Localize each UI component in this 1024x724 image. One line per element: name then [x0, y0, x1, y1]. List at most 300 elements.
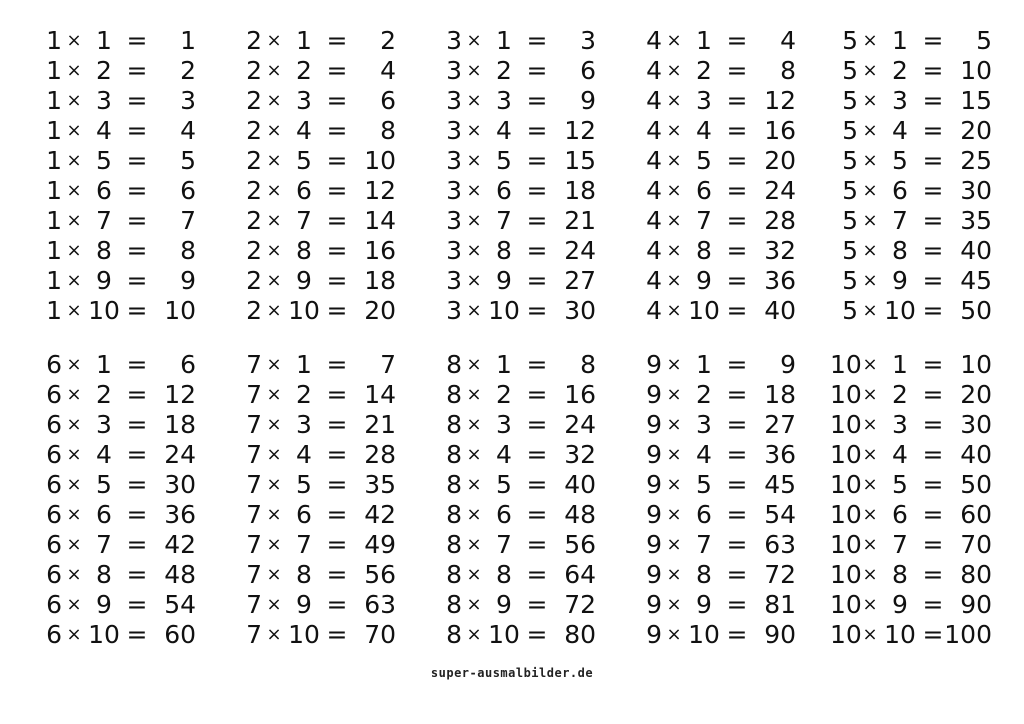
times-sign: ×: [862, 564, 878, 585]
factor-a: 1: [46, 176, 62, 205]
times-sign: ×: [666, 624, 682, 645]
times-sign: ×: [66, 300, 82, 321]
times-sign: ×: [862, 240, 878, 261]
times-sign: ×: [466, 240, 482, 261]
factor-b: 9: [696, 266, 712, 295]
equation-row: [434, 470, 594, 500]
equation-row: [830, 560, 990, 590]
equation-row: [34, 380, 194, 410]
factor-b: 9: [96, 266, 112, 295]
factor-b: 4: [496, 440, 512, 469]
factor-a: 3: [446, 296, 462, 325]
factor-b: 3: [96, 410, 112, 439]
factor-b: 4: [296, 440, 312, 469]
equals-sign: =: [126, 56, 148, 85]
equation-row: [634, 146, 794, 176]
factor-a: 10: [830, 410, 862, 439]
times-sign: ×: [266, 180, 282, 201]
factor-b: 4: [892, 440, 908, 469]
factor-a: 8: [446, 410, 462, 439]
factor-b: 5: [696, 470, 712, 499]
equals-sign: =: [326, 530, 348, 559]
factor-a: 10: [830, 530, 862, 559]
equation-row: [830, 206, 990, 236]
times-sign: ×: [466, 300, 482, 321]
factor-b: 5: [892, 146, 908, 175]
equation-row: [634, 560, 794, 590]
times-sign: ×: [66, 240, 82, 261]
equals-sign: =: [922, 470, 944, 499]
equation-row: [434, 410, 594, 440]
product: 80: [564, 620, 596, 649]
times-sign: ×: [666, 564, 682, 585]
equation-row: [634, 86, 794, 116]
factor-b: 4: [96, 440, 112, 469]
equation-row: [234, 470, 394, 500]
factor-a: 3: [446, 236, 462, 265]
factor-a: 2: [246, 206, 262, 235]
equals-sign: =: [526, 410, 548, 439]
equation-row: [34, 410, 194, 440]
equals-sign: =: [126, 440, 148, 469]
equation-row: [434, 560, 594, 590]
equals-sign: =: [326, 146, 348, 175]
factor-b: 10: [288, 296, 320, 325]
product: 7: [180, 206, 196, 235]
factor-a: 6: [46, 620, 62, 649]
product: 16: [564, 380, 596, 409]
times-sign: ×: [862, 270, 878, 291]
equals-sign: =: [326, 236, 348, 265]
equation-row: [434, 86, 594, 116]
factor-b: 2: [696, 56, 712, 85]
factor-a: 3: [446, 116, 462, 145]
equation-row: [434, 296, 594, 326]
equals-sign: =: [526, 530, 548, 559]
times-sign: ×: [66, 624, 82, 645]
product: 40: [960, 236, 992, 265]
product: 16: [764, 116, 796, 145]
equals-sign: =: [726, 500, 748, 529]
times-sign: ×: [466, 210, 482, 231]
equation-row: [234, 620, 394, 650]
factor-a: 3: [446, 176, 462, 205]
equals-sign: =: [922, 236, 944, 265]
factor-a: 9: [646, 380, 662, 409]
product: 32: [564, 440, 596, 469]
factor-a: 4: [646, 56, 662, 85]
factor-a: 7: [246, 410, 262, 439]
equation-row: [34, 236, 194, 266]
equation-row: [830, 266, 990, 296]
times-sign: ×: [466, 624, 482, 645]
equals-sign: =: [126, 116, 148, 145]
factor-a: 1: [46, 236, 62, 265]
product: 49: [364, 530, 396, 559]
equals-sign: =: [126, 410, 148, 439]
product: 18: [364, 266, 396, 295]
equals-sign: =: [526, 590, 548, 619]
equation-row: [434, 530, 594, 560]
product: 28: [764, 206, 796, 235]
equals-sign: =: [922, 176, 944, 205]
times-sign: ×: [862, 534, 878, 555]
equation-row: [234, 86, 394, 116]
factor-a: 1: [46, 26, 62, 55]
times-sign: ×: [66, 30, 82, 51]
factor-a: 3: [446, 56, 462, 85]
times-sign: ×: [66, 384, 82, 405]
factor-b: 9: [892, 266, 908, 295]
factor-b: 1: [296, 350, 312, 379]
factor-b: 8: [892, 236, 908, 265]
equation-row: [234, 350, 394, 380]
times-sign: ×: [666, 120, 682, 141]
times-sign: ×: [66, 180, 82, 201]
product: 30: [960, 176, 992, 205]
equation-row: [634, 236, 794, 266]
equals-sign: =: [726, 470, 748, 499]
factor-b: 10: [88, 620, 120, 649]
factor-a: 5: [842, 236, 858, 265]
equation-row: [234, 590, 394, 620]
equation-row: [234, 56, 394, 86]
product: 90: [960, 590, 992, 619]
product: 24: [764, 176, 796, 205]
factor-b: 2: [296, 380, 312, 409]
times-sign: ×: [466, 354, 482, 375]
product: 20: [364, 296, 396, 325]
equals-sign: =: [922, 26, 944, 55]
equation-row: [34, 620, 194, 650]
equation-row: [34, 266, 194, 296]
equation-row: [830, 86, 990, 116]
factor-a: 9: [646, 590, 662, 619]
factor-b: 10: [884, 296, 916, 325]
equals-sign: =: [126, 470, 148, 499]
factor-b: 2: [696, 380, 712, 409]
factor-a: 5: [842, 296, 858, 325]
equals-sign: =: [922, 350, 944, 379]
product: 80: [960, 560, 992, 589]
product: 56: [564, 530, 596, 559]
product: 5: [180, 146, 196, 175]
product: 36: [164, 500, 196, 529]
factor-b: 6: [892, 176, 908, 205]
times-sign: ×: [66, 90, 82, 111]
equals-sign: =: [526, 470, 548, 499]
product: 3: [580, 26, 596, 55]
factor-b: 10: [488, 296, 520, 325]
times-sign: ×: [66, 504, 82, 525]
product: 8: [580, 350, 596, 379]
equation-row: [634, 296, 794, 326]
product: 6: [180, 350, 196, 379]
equation-row: [34, 206, 194, 236]
equals-sign: =: [726, 26, 748, 55]
equals-sign: =: [326, 86, 348, 115]
times-sign: ×: [666, 444, 682, 465]
product: 40: [764, 296, 796, 325]
factor-b: 8: [892, 560, 908, 589]
factor-b: 7: [296, 530, 312, 559]
factor-a: 1: [46, 56, 62, 85]
factor-a: 6: [46, 350, 62, 379]
equals-sign: =: [526, 296, 548, 325]
equation-row: [634, 410, 794, 440]
equation-row: [34, 500, 194, 530]
equation-row: [234, 116, 394, 146]
factor-a: 5: [842, 116, 858, 145]
equation-row: [234, 500, 394, 530]
times-sign: ×: [862, 474, 878, 495]
times-sign: ×: [666, 210, 682, 231]
product: 5: [976, 26, 992, 55]
equals-sign: =: [126, 620, 148, 649]
product: 4: [780, 26, 796, 55]
times-sign: ×: [266, 210, 282, 231]
factor-b: 9: [892, 590, 908, 619]
factor-a: 10: [830, 560, 862, 589]
factor-b: 7: [296, 206, 312, 235]
equation-row: [634, 350, 794, 380]
factor-a: 2: [246, 86, 262, 115]
factor-b: 5: [696, 146, 712, 175]
factor-a: 7: [246, 590, 262, 619]
times-sign: ×: [862, 180, 878, 201]
times-sign: ×: [666, 30, 682, 51]
factor-b: 7: [696, 206, 712, 235]
factor-b: 9: [496, 266, 512, 295]
times-sign: ×: [862, 210, 878, 231]
product: 54: [764, 500, 796, 529]
equals-sign: =: [526, 380, 548, 409]
factor-a: 10: [830, 590, 862, 619]
equals-sign: =: [326, 620, 348, 649]
times-sign: ×: [862, 384, 878, 405]
factor-a: 7: [246, 530, 262, 559]
equals-sign: =: [126, 560, 148, 589]
product: 24: [164, 440, 196, 469]
equals-sign: =: [526, 236, 548, 265]
factor-b: 5: [892, 470, 908, 499]
factor-b: 7: [892, 206, 908, 235]
equals-sign: =: [726, 560, 748, 589]
times-sign: ×: [266, 354, 282, 375]
factor-a: 8: [446, 440, 462, 469]
factor-a: 6: [46, 470, 62, 499]
product: 42: [364, 500, 396, 529]
product: 6: [380, 86, 396, 115]
equation-row: [830, 236, 990, 266]
equals-sign: =: [526, 146, 548, 175]
product: 6: [580, 56, 596, 85]
times-sign: ×: [266, 150, 282, 171]
equation-row: [434, 590, 594, 620]
factor-b: 2: [496, 380, 512, 409]
factor-a: 2: [246, 236, 262, 265]
product: 9: [580, 86, 596, 115]
factor-a: 5: [842, 266, 858, 295]
equation-row: [34, 440, 194, 470]
product: 40: [960, 440, 992, 469]
product: 4: [180, 116, 196, 145]
factor-a: 9: [646, 470, 662, 499]
times-sign: ×: [66, 474, 82, 495]
times-sign: ×: [466, 30, 482, 51]
equation-row: [234, 560, 394, 590]
times-sign: ×: [666, 504, 682, 525]
website-watermark: super-ausmalbilder.de: [430, 666, 594, 680]
equation-row: [34, 176, 194, 206]
product: 24: [564, 236, 596, 265]
equals-sign: =: [922, 440, 944, 469]
equals-sign: =: [726, 380, 748, 409]
product: 16: [364, 236, 396, 265]
times-sign: ×: [466, 444, 482, 465]
factor-b: 6: [892, 500, 908, 529]
equation-row: [634, 500, 794, 530]
product: 2: [180, 56, 196, 85]
equals-sign: =: [726, 116, 748, 145]
factor-b: 5: [296, 470, 312, 499]
product: 30: [960, 410, 992, 439]
product: 15: [960, 86, 992, 115]
equation-row: [634, 440, 794, 470]
equals-sign: =: [726, 440, 748, 469]
equation-row: [634, 116, 794, 146]
equation-row: [434, 236, 594, 266]
times-sign: ×: [466, 180, 482, 201]
factor-a: 3: [446, 146, 462, 175]
product: 9: [780, 350, 796, 379]
factor-a: 8: [446, 380, 462, 409]
factor-b: 8: [96, 236, 112, 265]
times-sign: ×: [862, 354, 878, 375]
factor-a: 5: [842, 86, 858, 115]
product: 50: [960, 296, 992, 325]
equals-sign: =: [326, 26, 348, 55]
factor-a: 10: [830, 440, 862, 469]
equals-sign: =: [726, 296, 748, 325]
equation-row: [234, 296, 394, 326]
times-sign: ×: [266, 474, 282, 495]
times-sign: ×: [66, 444, 82, 465]
times-sign: ×: [466, 150, 482, 171]
factor-b: 7: [892, 530, 908, 559]
product: 63: [364, 590, 396, 619]
equals-sign: =: [126, 590, 148, 619]
factor-a: 6: [46, 590, 62, 619]
equation-row: [830, 590, 990, 620]
equals-sign: =: [922, 266, 944, 295]
times-sign: ×: [266, 564, 282, 585]
equation-row: [830, 500, 990, 530]
factor-a: 7: [246, 500, 262, 529]
product: 6: [180, 176, 196, 205]
equals-sign: =: [126, 266, 148, 295]
times-sign: ×: [266, 384, 282, 405]
product: 10: [960, 56, 992, 85]
factor-b: 7: [496, 206, 512, 235]
times-sign: ×: [66, 414, 82, 435]
factor-b: 3: [696, 86, 712, 115]
times-sign: ×: [466, 270, 482, 291]
factor-b: 7: [696, 530, 712, 559]
product: 1: [180, 26, 196, 55]
factor-a: 8: [446, 560, 462, 589]
factor-a: 4: [646, 116, 662, 145]
times-sign: ×: [466, 90, 482, 111]
times-sign: ×: [466, 474, 482, 495]
equation-row: [434, 380, 594, 410]
factor-a: 3: [446, 86, 462, 115]
times-sign: ×: [862, 60, 878, 81]
factor-a: 9: [646, 350, 662, 379]
equals-sign: =: [326, 206, 348, 235]
factor-a: 4: [646, 176, 662, 205]
equals-sign: =: [326, 440, 348, 469]
equals-sign: =: [922, 86, 944, 115]
product: 27: [764, 410, 796, 439]
equals-sign: =: [326, 500, 348, 529]
product: 20: [764, 146, 796, 175]
equation-row: [234, 26, 394, 56]
factor-a: 5: [842, 146, 858, 175]
equals-sign: =: [326, 296, 348, 325]
times-sign: ×: [266, 90, 282, 111]
factor-a: 9: [646, 530, 662, 559]
product: 18: [764, 380, 796, 409]
factor-a: 4: [646, 206, 662, 235]
equals-sign: =: [726, 206, 748, 235]
times-sign: ×: [862, 594, 878, 615]
factor-a: 5: [842, 56, 858, 85]
factor-b: 9: [696, 590, 712, 619]
equation-row: [830, 440, 990, 470]
factor-a: 2: [246, 176, 262, 205]
times-sign: ×: [466, 384, 482, 405]
factor-a: 7: [246, 440, 262, 469]
equals-sign: =: [526, 86, 548, 115]
equals-sign: =: [326, 590, 348, 619]
times-sign: ×: [862, 150, 878, 171]
equation-row: [434, 116, 594, 146]
factor-a: 2: [246, 266, 262, 295]
equation-row: [830, 116, 990, 146]
factor-b: 6: [496, 176, 512, 205]
factor-b: 5: [296, 146, 312, 175]
factor-a: 10: [830, 500, 862, 529]
factor-b: 2: [496, 56, 512, 85]
equation-row: [830, 26, 990, 56]
product: 100: [944, 620, 992, 649]
equals-sign: =: [922, 206, 944, 235]
times-sign: ×: [666, 300, 682, 321]
factor-a: 4: [646, 266, 662, 295]
equation-row: [830, 350, 990, 380]
product: 60: [164, 620, 196, 649]
factor-b: 9: [96, 590, 112, 619]
times-sign: ×: [66, 120, 82, 141]
product: 30: [564, 296, 596, 325]
product: 25: [960, 146, 992, 175]
equals-sign: =: [126, 296, 148, 325]
factor-b: 10: [488, 620, 520, 649]
equals-sign: =: [126, 176, 148, 205]
factor-b: 1: [696, 350, 712, 379]
product: 72: [564, 590, 596, 619]
